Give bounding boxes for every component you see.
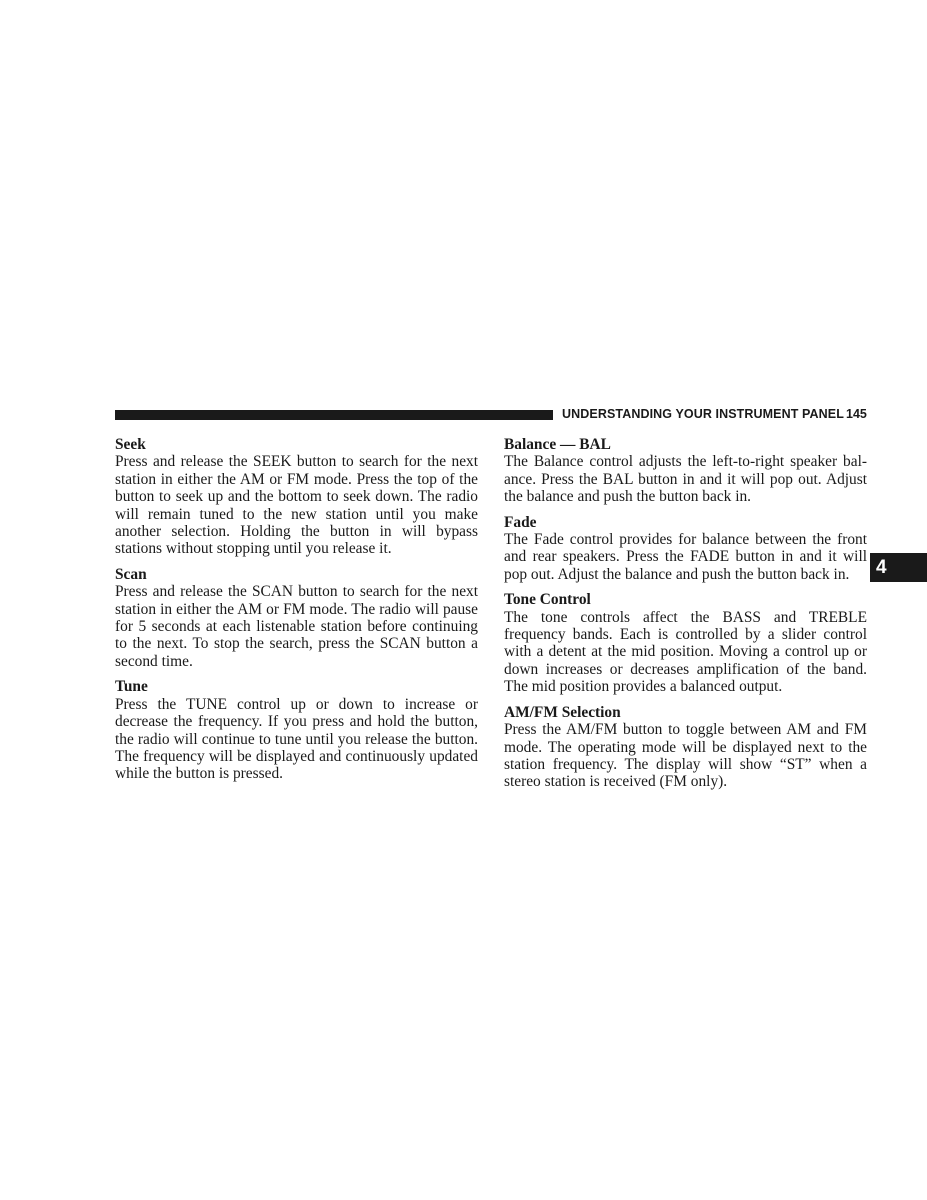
section-heading: Tune (115, 678, 148, 696)
section-fade (504, 514, 867, 584)
section-heading: Scan (115, 565, 147, 583)
section-body: Press and release the SCAN button to search for the next station in either the AM or FM mode. The radio will pause for 5 seconds at each listenable station before continuing to the next. To stop the search, press the SCAN button a second time. (115, 583, 478, 670)
left-column (115, 436, 478, 791)
header-rule (115, 410, 553, 420)
section-scan (115, 566, 478, 670)
section-body: Press the TUNE control up or down to increase or decrease the frequency. If you press and hold the button, the radio will continue to tune until you release the button. The frequency will be displayed and continuously updated while the button is pressed. (115, 695, 478, 783)
section-body: The tone controls affect the BASS and TREBLE frequency bands. Each is controlled by a slider control with a detent at the mid position. Moving a control up or down increases or decreases amplification of the band. The mid position provides a balanced output. (504, 608, 867, 696)
page-number: 145 (846, 407, 867, 421)
section-balance (504, 436, 867, 506)
section-body: The Fade control provides for balance between the front and rear speakers. Press the FADE button in and it will pop out. Adjust the balance and push the button back in. (504, 531, 867, 583)
section-heading: AM/FM Selection (504, 703, 621, 721)
right-column (504, 436, 867, 799)
section-body: Press and release the SEEK button to search for the next station in either the AM or FM mode. Press the top of the button to seek up and the bottom to seek down. The radio will remain tuned to the new station until you make another selection. Holding the button in will bypass stations without stopping until you release it. (115, 453, 478, 558)
chapter-tab: 4 (870, 553, 927, 582)
section-heading: Fade (504, 513, 537, 531)
section-heading: Seek (115, 436, 146, 453)
section-tone-control (504, 591, 867, 695)
section-am-fm-selection (504, 704, 867, 791)
section-body: Press the AM/FM button to toggle between AM and FM mode. The operating mode will be displayed next to the station frequency. The display will show “ST” when a stereo station is received (FM only). (504, 721, 867, 791)
section-seek (115, 436, 478, 558)
section-body: The Balance control adjusts the left-to-right speaker balance. Press the BAL button in and it will pop out. Adjust the balance and push the button back in. (504, 453, 867, 506)
section-tune (115, 678, 478, 782)
running-header-title: UNDERSTANDING YOUR INSTRUMENT PANEL (562, 407, 844, 421)
section-heading: Balance — BAL (504, 436, 611, 453)
section-heading: Tone Control (504, 591, 591, 609)
